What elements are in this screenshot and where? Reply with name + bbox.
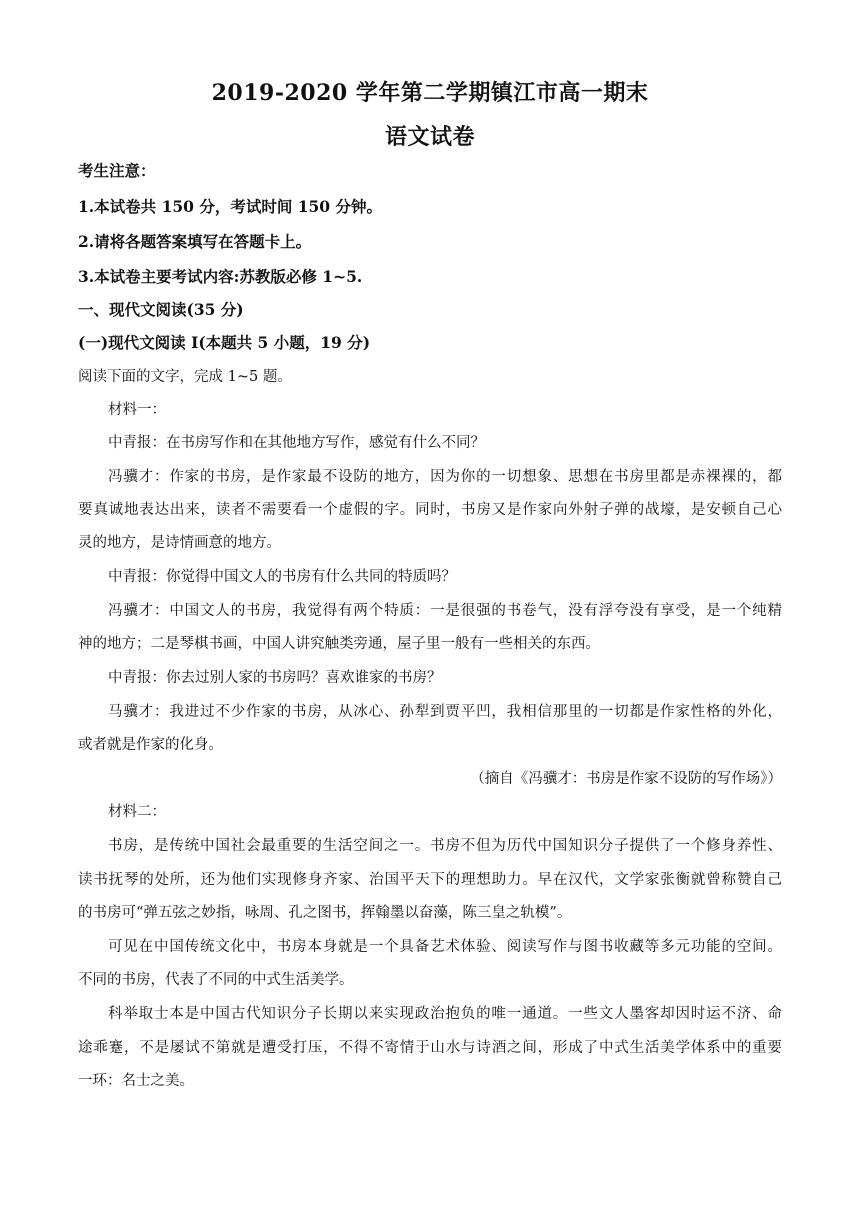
paragraph-line: 灵的地方，是诗情画意的地方。 — [78, 535, 281, 551]
paragraph-line: 神的地方；二是琴棋书画，中国人讲究触类旁通，屋子里一般有一些相关的东西。 — [78, 636, 600, 652]
subsection-heading: (一)现代文阅读 I(本题共 5 小题，19 分) — [78, 333, 371, 352]
paragraph-line: 的书房可“弹五弦之妙指，咏周、孔之图书，挥翰墨以奋藻，陈三皇之轨模”。 — [78, 905, 572, 921]
reading-instruction: 阅读下面的文字，完成 1~5 题。 — [78, 369, 292, 385]
paragraph-line: 冯骥才：作家的书房，是作家最不设防的地方，因为你的一切想象、思想在书房里都是赤裸裸的，都 — [108, 469, 782, 485]
source-citation: （摘自《冯骥才：书房是作家不设防的写作场》） — [470, 771, 782, 787]
paragraph-line: 中青报：你觉得中国文人的书房有什么共同的特质吗？ — [108, 569, 456, 585]
paragraph-line: 一环：名士之美。 — [78, 1073, 194, 1089]
paragraph-line: 途乖蹇，不是屡试不第就是遭受打压，不得不寄情于山水与诗酒之间，形成了中式生活美学体系中的重要 — [78, 1040, 782, 1056]
notice-item: 2.请将各题答案填写在答题卡上。 — [78, 232, 312, 251]
paragraph-line: 读书抚琴的处所，还为他们实现修身齐家、治国平天下的理想助力。早在汉代，文学家张衡就曾称赞自己 — [78, 872, 782, 888]
notice-heading: 考生注意： — [78, 161, 156, 180]
paragraph-line: 书房，是传统中国社会最重要的生活空间之一。书房不但为历代中国知识分子提供了一个修身养性、 — [108, 838, 782, 854]
paragraph-line: 科举取士本是中国古代知识分子长期以来实现政治抱负的唯一通道。一些文人墨客却因时运不济、命 — [108, 1006, 782, 1022]
paragraph-line: 或者就是作家的化身。 — [78, 737, 223, 753]
paragraph-line: 可见在中国传统文化中，书房本身就是一个具备艺术体验、阅读写作与图书收藏等多元功能的空间。 — [108, 939, 782, 955]
section-heading: 一、现代文阅读(35 分) — [78, 300, 244, 319]
exam-subtitle: 语文试卷 — [384, 124, 475, 150]
material-label: 材料二： — [108, 804, 166, 820]
paragraph-line: 冯骥才：中国文人的书房，我觉得有两个特质：一是很强的书卷气，没有浮夸没有享受，是一个纯精 — [108, 603, 782, 619]
notice-item: 1.本试卷共 150 分，考试时间 150 分钟。 — [78, 197, 382, 216]
notice-item: 3.本试卷主要考试内容:苏教版必修 1~5. — [78, 267, 363, 286]
exam-title: 2019-2020 学年第二学期镇江市高一期末 — [211, 80, 649, 106]
paragraph-line: 中青报：在书房写作和在其他地方写作，感觉有什么不同？ — [108, 435, 485, 451]
paragraph-line: 马骥才：我进过不少作家的书房，从冰心、孙犁到贾平凹，我相信那里的一切都是作家性格的外化， — [108, 704, 782, 720]
paragraph-line: 要真诚地表达出来，读者不需要看一个虚假的字。同时，书房又是作家向外射子弹的战壕，是安顿自己心 — [78, 502, 782, 518]
material-label: 材料一： — [108, 402, 166, 418]
paragraph-line: 中青报：你去过别人家的书房吗？喜欢谁家的书房？ — [108, 670, 442, 686]
paragraph-line: 不同的书房，代表了不同的中式生活美学。 — [78, 972, 354, 988]
